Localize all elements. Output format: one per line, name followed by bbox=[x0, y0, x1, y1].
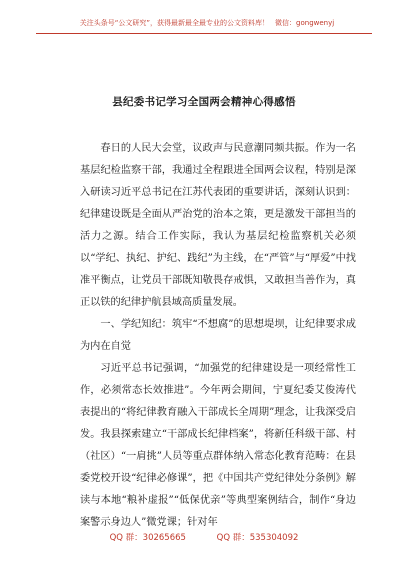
document-body bbox=[80, 138, 356, 534]
footer-qq-group-2: QQ 群：535304092 bbox=[216, 533, 299, 543]
paragraph-section-1: 习近平总书记强调，“加强党的纪律建设是一项经常性工作，必须常态长效推进”。今年两会期间，宁夏纪委艾俊涛代表提出的“将纪律教育融入干部成长全周期”理念，让我深受启发。我县探索建立“干部成长纪律档案”，将新任科级干部、村（社区）“一肩挑”人员等重点群体纳入常态化教育范畴：在县委党校开设“纪律必修课”，把《中国共产党纪律处分条例》解读与本地“粮补虚报”“低保优亲”等典型案例结合，制作“身边案警示身边人”微党课；针对年 bbox=[80, 363, 356, 528]
paragraph-intro: 春日的人民大会堂，议政声与民意潮同频共振。作为一名基层纪检监察干部，我通过全程跟进全国两会议程，特别是深入研读习近平总书记在江苏代表团的重要讲话，深刻认识到：纪律建设既是全面从严治党的治本之策，更是激发干部担当的活力之源。结合工作实际，我认为基层纪检监察机关必须以“学纪、执纪、护纪、践纪”为主线，在“严管”与“厚爱”中找准平衡点，让党员干部既知敬畏存戒惧，又敢担当善作为，真正以铁的纪律护航县域高质量发展。 bbox=[80, 143, 356, 308]
header-wechat: 微信：gongwenyj bbox=[275, 19, 335, 27]
page-footer bbox=[0, 531, 408, 543]
document-title: 县纪委书记学习全国两会精神心得感悟 bbox=[112, 96, 296, 108]
page-header bbox=[0, 18, 408, 28]
header-divider bbox=[36, 33, 372, 34]
section-heading-1: 一、学纪知纪：筑牢“不想腐”的思想堤坝，让纪律要求成为内在自觉 bbox=[80, 319, 356, 352]
footer-qq-group-1: QQ 群：30265665 bbox=[109, 533, 186, 543]
header-promo-text: 关注头条号“公文研究”，获得最新最全最专业的公文资料库！ bbox=[79, 19, 270, 27]
